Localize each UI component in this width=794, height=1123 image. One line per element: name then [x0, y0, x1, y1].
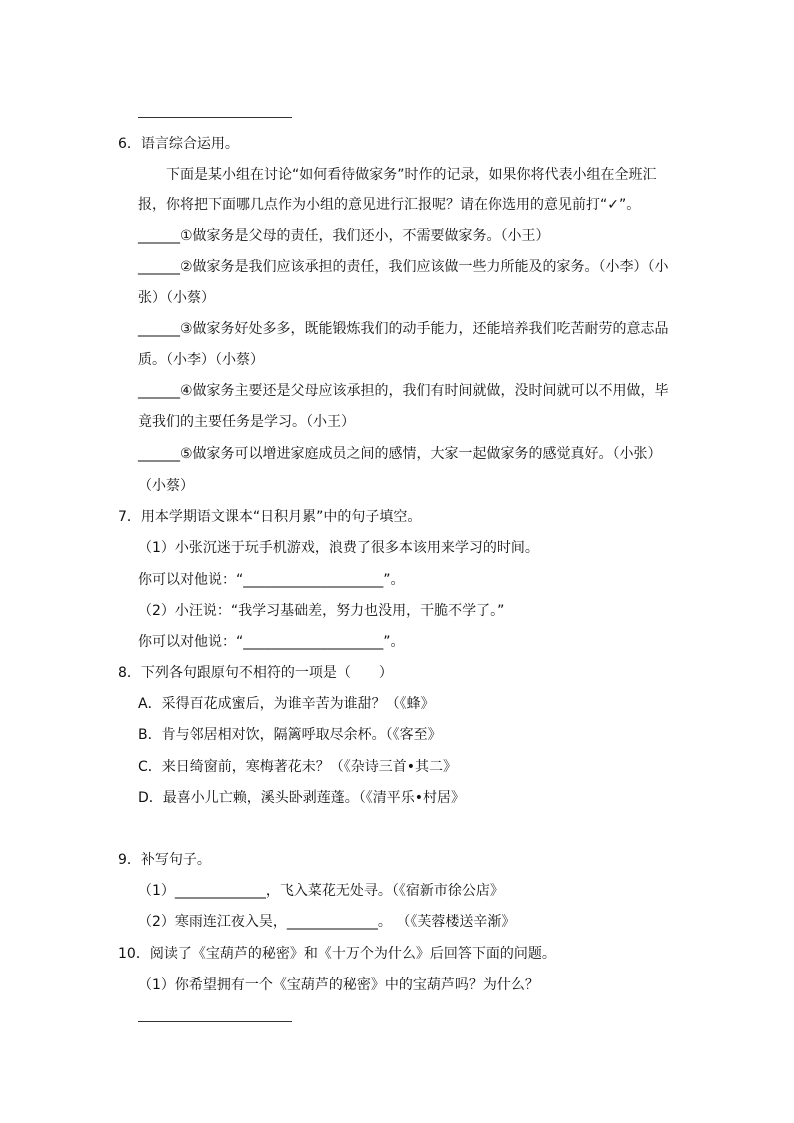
q7-answer1[interactable]: 你可以对他说：“____________________”。 [138, 572, 405, 588]
q6-item5 [138, 444, 662, 464]
q7-answer2[interactable]: 你可以对他说：“____________________”。 [138, 634, 405, 650]
q9-sub1[interactable]: （1）_____________，飞入菜花无处寻。（《宿新市徐公店》 [138, 883, 504, 899]
q7-title: 7．用本学期语文课本“日积月累”中的句子填空。 [118, 509, 422, 525]
q6-item3 [138, 319, 669, 339]
q6-intro-line2: 报，你将把下面哪几点作为小组的意见进行汇报呢？请在你选用的意见前打“✓”。 [138, 197, 641, 213]
q7-sub1: （1）小张沉迷于玩手机游戏，浪费了很多本该用来学习的时间。 [138, 540, 539, 556]
q6-item2-cont: 张）（小蔡） [138, 290, 215, 306]
q10-title: 10．阅读了《宝葫芦的秘密》和《十万个为什么》后回答下面的问题。 [118, 946, 556, 962]
q6-item4-cont: 竟我们的主要任务是学习。（小王） [138, 414, 355, 430]
item-text: ③做家务好处多多，既能锻炼我们的动手能力，还能培养我们吃苦耐劳的意志品 [180, 321, 669, 337]
q8-option-d[interactable]: D．最喜小儿亡赖，溪头卧剥莲蓬。（《清平乐•村居》 [138, 790, 466, 806]
q6-item4 [138, 381, 669, 401]
q7-sub2: （2）小汪说：“我学习基础差，努力也没用，干脆不学了。” [138, 603, 505, 619]
q10-sub1: （1）你希望拥有一个《宝葫芦的秘密》中的宝葫芦吗？为什么？ [138, 977, 539, 993]
answer-blank[interactable]: ______ [138, 446, 180, 462]
answer-line-bottom[interactable] [138, 1021, 292, 1022]
item-text: ④做家务主要还是父母应该承担的，我们有时间就做，没时间就可以不用做，毕 [180, 383, 669, 399]
item-text: ①做家务是父母的责任，我们还小，不需要做家务。（小王） [180, 228, 550, 244]
q8-option-a[interactable]: A．采得百花成蜜后，为谁辛苦为谁甜？（《蜂》 [138, 696, 435, 712]
q8-option-c[interactable]: C．来日绮窗前，寒梅著花未？（《杂诗三首•其二》 [138, 759, 458, 775]
answer-blank[interactable]: ______ [138, 383, 180, 399]
q6-item5-cont: （小蔡） [138, 478, 194, 494]
q9-sub2[interactable]: （2）寒雨连江夜入吴，_____________。 （《芙蓉楼送辛渐》 [138, 914, 516, 930]
q6-item3-cont: 质。（小李）（小蔡） [138, 352, 264, 368]
item-text: ⑤做家务可以增进家庭成员之间的感情，大家一起做家务的感觉真好。（小张） [180, 446, 662, 462]
answer-blank[interactable]: ______ [138, 321, 180, 337]
q9-title: 9．补写句子。 [118, 852, 211, 868]
answer-line-top [138, 117, 292, 118]
q6-item1 [138, 226, 550, 246]
q6-item2 [138, 257, 669, 277]
answer-blank[interactable]: ______ [138, 228, 180, 244]
answer-blank[interactable]: ______ [138, 259, 180, 275]
item-text: ②做家务是我们应该承担的责任，我们应该做一些力所能及的家务。（小李）（小 [180, 259, 669, 275]
q8-option-b[interactable]: B．肯与邻居相对饮，隔篱呼取尽余杯。（《客至》 [138, 727, 442, 743]
q6-title: 6．语言综合运用。 [118, 136, 239, 152]
q6-intro-line1: 下面是某小组在讨论“如何看待做家务”时作的记录，如果你将代表小组在全班汇 [166, 167, 657, 183]
q8-title: 8．下列各句跟原句不相符的一项是（ ） [118, 665, 393, 681]
